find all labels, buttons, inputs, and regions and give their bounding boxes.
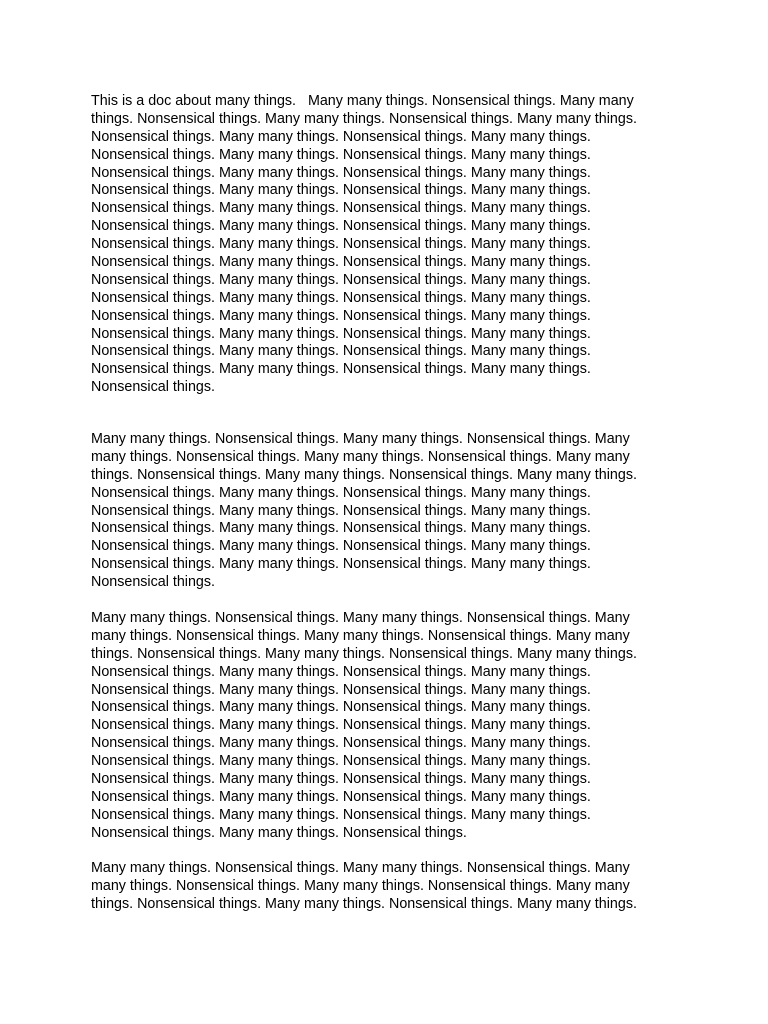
text-line: This is a doc about many things. Many many things. Nonsensical things. Many many xyxy=(91,93,634,109)
text-line: things. Nonsensical things. Many many things. Nonsensical things. Many many things. xyxy=(91,466,637,483)
text-line: Nonsensical things. Many many things. Nonsensical things. Many many things. xyxy=(91,164,591,181)
text-line: Nonsensical things. Many many things. Nonsensical things. Many many things. xyxy=(91,538,591,555)
text-line: Nonsensical things. Many many things. Nonsensical things. Many many things. xyxy=(91,699,591,716)
text-line: many things. Nonsensical things. Many many things. Nonsensical things. Many many xyxy=(91,448,630,465)
text-line: Nonsensical things. xyxy=(91,574,215,591)
text-line: Nonsensical things. Many many things. Nonsensical things. Many many things. xyxy=(91,717,591,734)
text-line: Many many things. Nonsensical things. Many many things. Nonsensical things. Many xyxy=(91,610,630,626)
text-line: Nonsensical things. Many many things. Nonsensical things. Many many things. xyxy=(91,663,591,680)
text-line: Nonsensical things. Many many things. Nonsensical things. Many many things. xyxy=(91,806,591,823)
text-line: Nonsensical things. Many many things. Nonsensical things. Many many things. xyxy=(91,254,591,271)
text-line: Nonsensical things. Many many things. Nonsensical things. Many many things. xyxy=(91,788,591,805)
text-line: things. Nonsensical things. Many many things. Nonsensical things. Many many things. xyxy=(91,110,637,127)
text-line: Nonsensical things. Many many things. Nonsensical things. Many many things. xyxy=(91,307,591,324)
text-line: Nonsensical things. xyxy=(91,379,215,396)
text-line: many things. Nonsensical things. Many many things. Nonsensical things. Many many xyxy=(91,627,630,644)
text-line: Nonsensical things. Many many things. Nonsensical things. Many many things. xyxy=(91,289,591,306)
text-line: Nonsensical things. Many many things. Nonsensical things. Many many things. xyxy=(91,325,591,342)
text-line: Nonsensical things. Many many things. Nonsensical things. Many many things. xyxy=(91,520,591,537)
text-line: Nonsensical things. Many many things. Nonsensical things. Many many things. xyxy=(91,502,591,519)
text-line: Nonsensical things. Many many things. Nonsensical things. Many many things. xyxy=(91,236,591,253)
text-line: Nonsensical things. Many many things. Nonsensical things. Many many things. xyxy=(91,735,591,752)
text-line: Nonsensical things. Many many things. Nonsensical things. Many many things. xyxy=(91,771,591,788)
text-line: Nonsensical things. Many many things. Nonsensical things. Many many things. xyxy=(91,753,591,770)
text-line: Nonsensical things. Many many things. Nonsensical things. Many many things. xyxy=(91,200,591,217)
text-line: Nonsensical things. Many many things. Nonsensical things. Many many things. xyxy=(91,361,591,378)
paragraph-4 xyxy=(91,860,691,914)
text-line: many things. Nonsensical things. Many many things. Nonsensical things. Many many xyxy=(91,877,630,894)
text-line: Nonsensical things. Many many things. Nonsensical things. Many many things. xyxy=(91,146,591,163)
text-line: Many many things. Nonsensical things. Many many things. Nonsensical things. Many xyxy=(91,431,630,447)
text-line: Many many things. Nonsensical things. Many many things. Nonsensical things. Many xyxy=(91,860,630,876)
text-line: things. Nonsensical things. Many many things. Nonsensical things. Many many things. xyxy=(91,645,637,662)
text-line: Nonsensical things. Many many things. Nonsensical things. Many many things. xyxy=(91,271,591,288)
text-line: Nonsensical things. Many many things. Nonsensical things. Many many things. xyxy=(91,343,591,360)
text-line: Nonsensical things. Many many things. Nonsensical things. Many many things. xyxy=(91,128,591,145)
text-line: Nonsensical things. Many many things. Nonsensical things. Many many things. xyxy=(91,681,591,698)
text-line: Nonsensical things. Many many things. Nonsensical things. xyxy=(91,824,467,841)
text-line: Nonsensical things. Many many things. Nonsensical things. Many many things. xyxy=(91,218,591,235)
text-line: Nonsensical things. Many many things. Nonsensical things. Many many things. xyxy=(91,556,591,573)
paragraph-1 xyxy=(91,93,691,397)
paragraph-2 xyxy=(91,431,691,592)
paragraph-3 xyxy=(91,610,691,843)
text-line: Nonsensical things. Many many things. Nonsensical things. Many many things. xyxy=(91,182,591,199)
text-line: things. Nonsensical things. Many many things. Nonsensical things. Many many things. xyxy=(91,895,637,912)
text-line: Nonsensical things. Many many things. Nonsensical things. Many many things. xyxy=(91,484,591,501)
